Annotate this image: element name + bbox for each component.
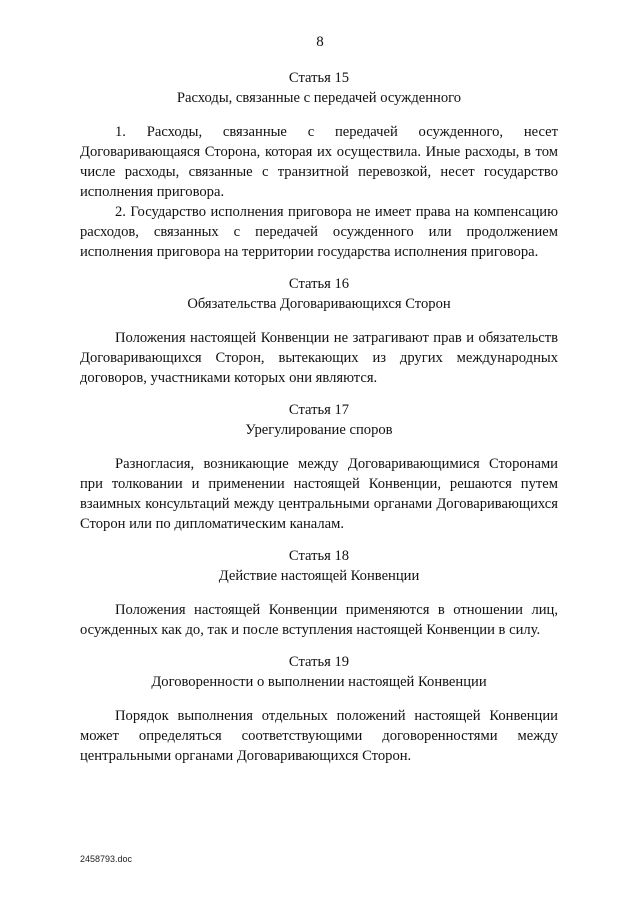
page-number: 8: [316, 34, 324, 50]
article-subtitle: Договоренности о выполнении настоящей Конвенции: [151, 674, 487, 690]
article-19: [80, 652, 558, 766]
article-subtitle: Действие настоящей Конвенции: [218, 568, 420, 584]
article-paragraph: 2. Государство исполнения приговора не имеет права на компенсацию расходов, связанных с передачей осужденного или продолжением исполнения приговора на территории государства исполнения приговора.: [80, 204, 558, 260]
article-16: [80, 274, 558, 388]
article-title: Статья 15: [288, 70, 350, 86]
article-paragraph: Порядок выполнения отдельных положений настоящей Конвенции может определяться соответствующими договоренностями между центральными органами Договаривающихся Сторон.: [80, 708, 558, 764]
article-paragraph: Положения настоящей Конвенции применяются в отношении лиц, осужденных как до, так и после вступления настоящей Конвенции в силу.: [80, 602, 558, 638]
article-title: Статья 16: [288, 276, 350, 292]
file-name-footer: 2458793.doc: [80, 854, 133, 864]
article-subtitle: Обязательства Договаривающихся Сторон: [187, 296, 451, 312]
article-17: [80, 400, 558, 534]
article-15: [80, 68, 558, 262]
article-title: Статья 18: [288, 548, 350, 564]
article-paragraph: 1. Расходы, связанные с передачей осужденного, несет Договаривающаяся Сторона, которая их осуществила. Иные расходы, в том числе расходы, связанные с транзитной перевозкой, несет государство исполнения приговора.: [80, 124, 558, 200]
article-title: Статья 17: [288, 402, 350, 418]
article-paragraph: Разногласия, возникающие между Договаривающимися Сторонами при толковании и применении настоящей Конвенции, решаются путем взаимных консультаций между центральными органами Договаривающихся Сторон или по дипломатическим каналам.: [80, 456, 558, 532]
article-subtitle: Расходы, связанные с передачей осужденного: [176, 90, 462, 106]
article-title: Статья 19: [288, 654, 350, 670]
article-18: [80, 546, 558, 640]
article-subtitle: Урегулирование споров: [245, 422, 393, 438]
article-paragraph: Положения настоящей Конвенции не затрагивают прав и обязательств Договаривающихся Сторон, вытекающих из других международных договоров, участниками которых они являются.: [80, 330, 558, 386]
document-body: [80, 68, 558, 778]
